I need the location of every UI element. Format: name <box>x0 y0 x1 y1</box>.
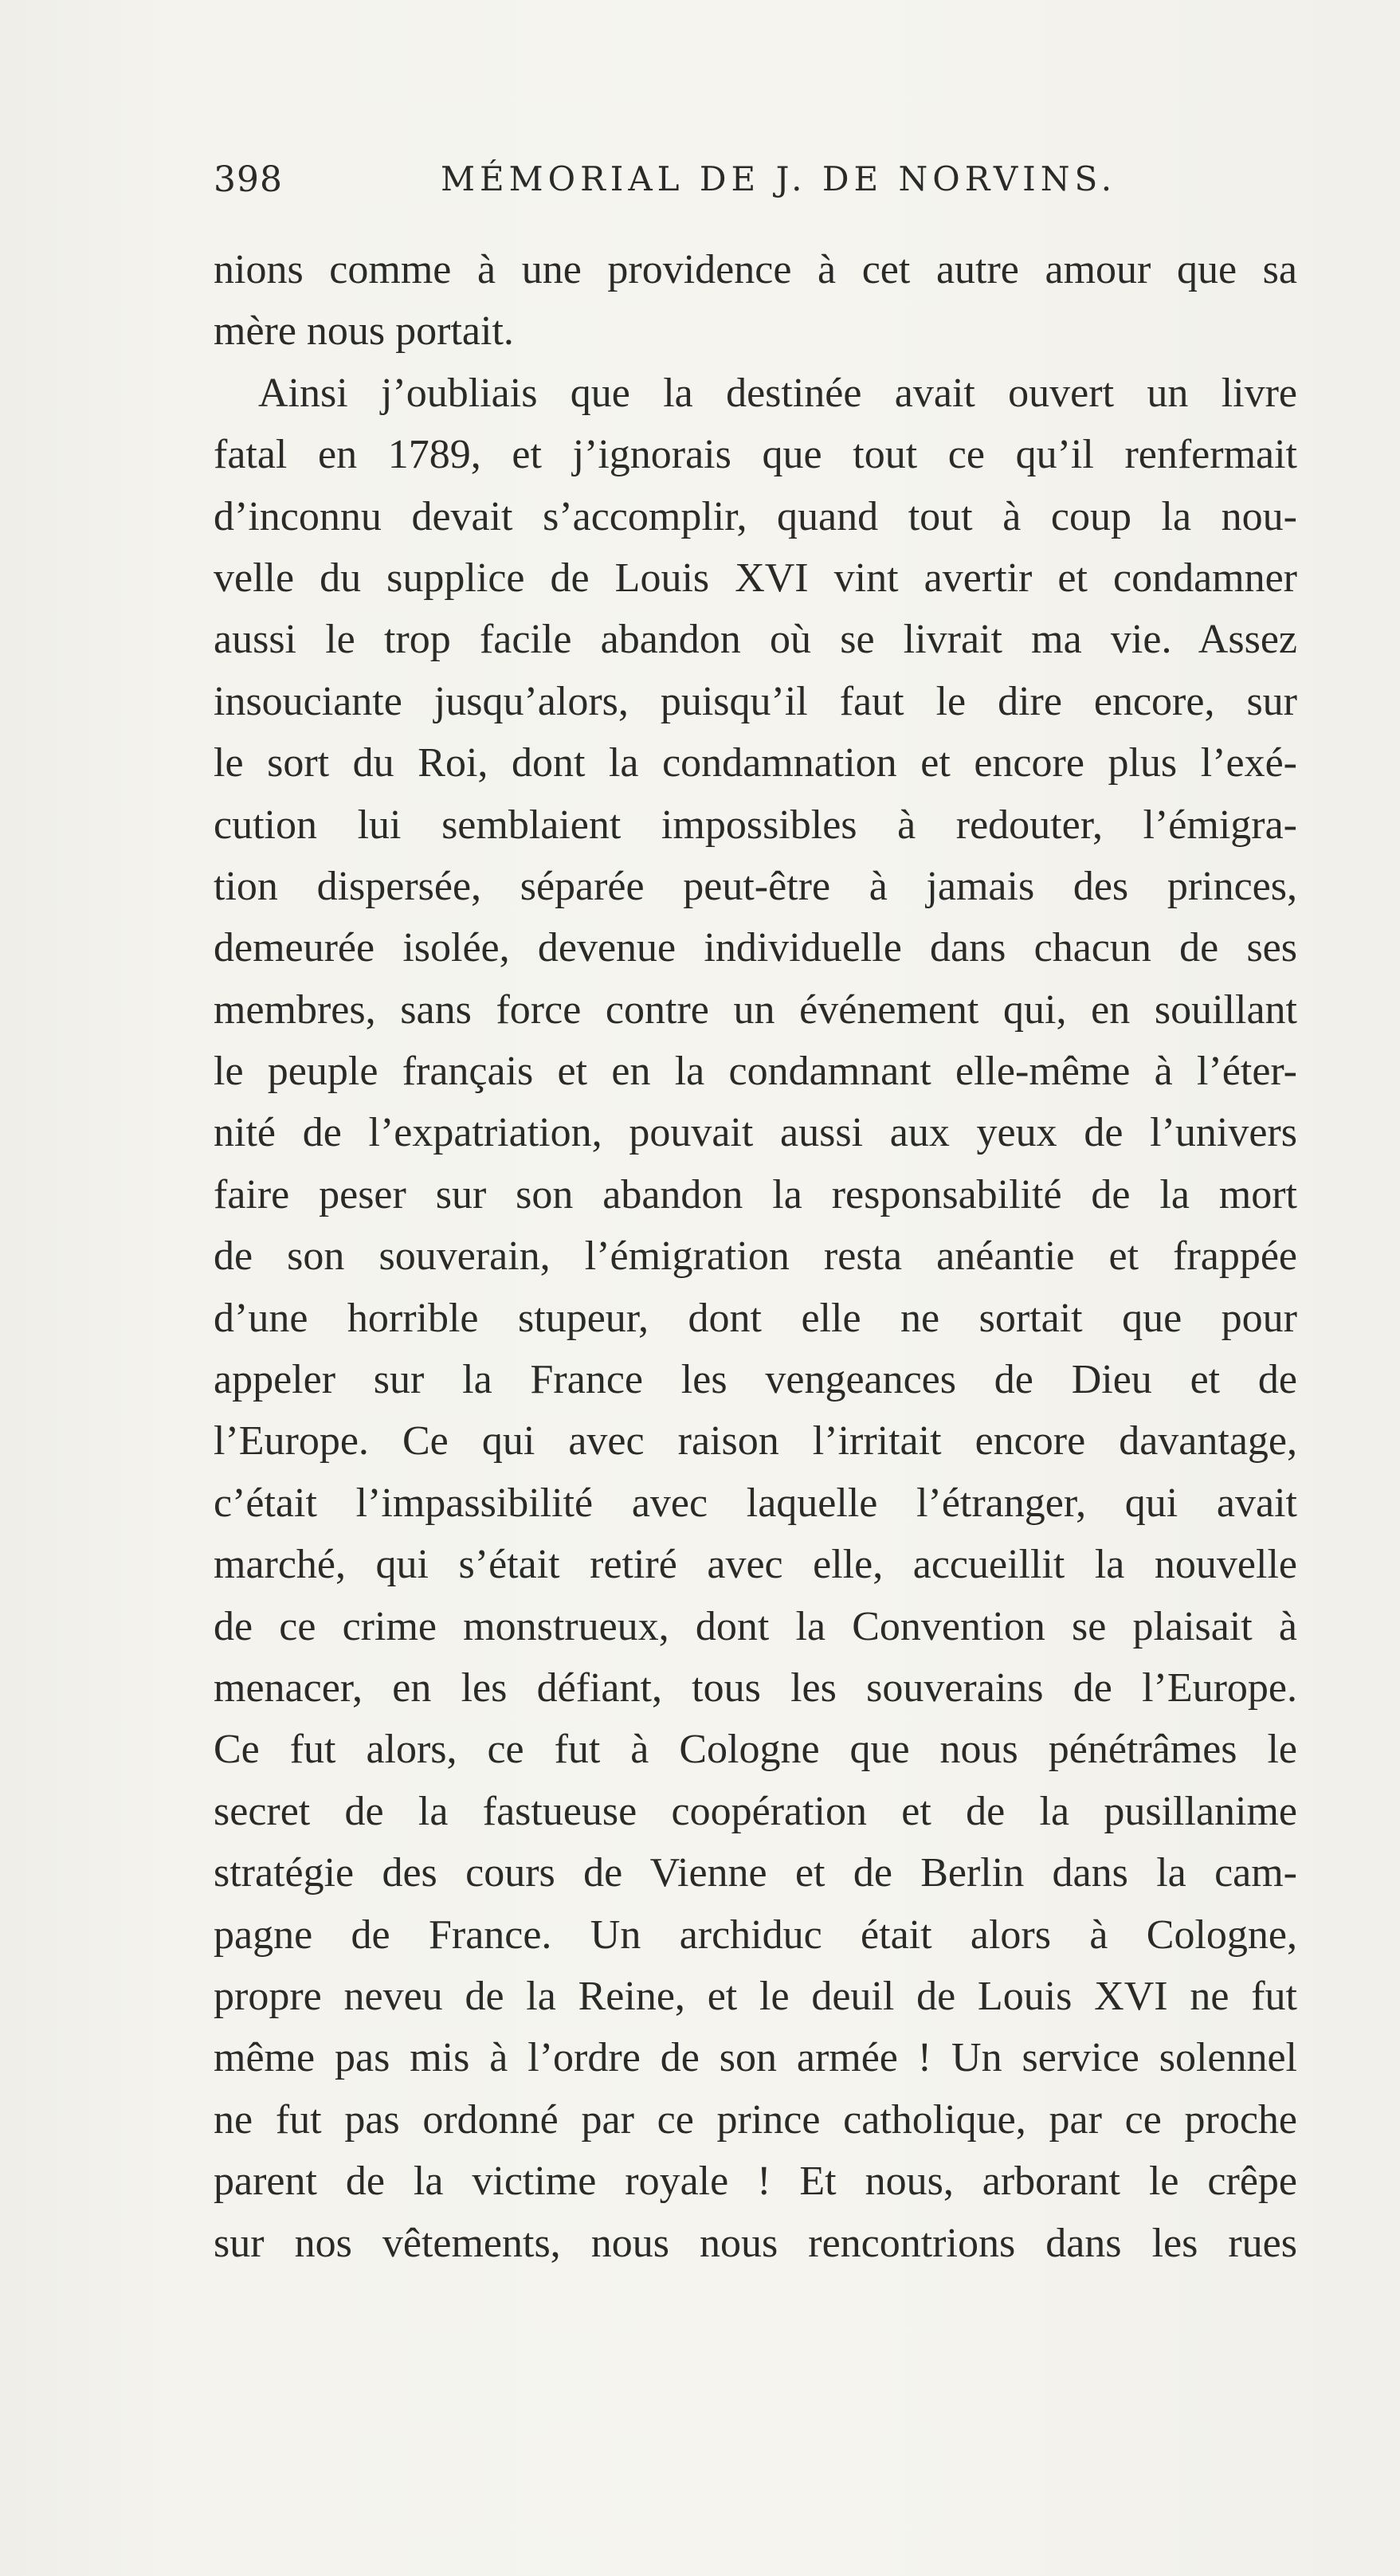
text-line: nions comme à une providence à cet autre amour que sa <box>214 247 1297 292</box>
text-line: cution lui semblaient impossibles à redouter, l’émigra- <box>214 802 1297 848</box>
text-line: Ainsi j’oubliais que la destinée avait ouvert un livre <box>258 370 1297 416</box>
running-head <box>214 159 1297 207</box>
text-line: sur nos vêtements, nous nous rencontrions dans les rues <box>214 2220 1297 2266</box>
text-line: propre neveu de la Reine, et le deuil de Louis XVI ne fut <box>214 1973 1297 2019</box>
text-line: demeurée isolée, devenue individuelle dans chacun de ses <box>214 925 1297 971</box>
text-line: appeler sur la France les vengeances de Dieu et de <box>214 1357 1297 1403</box>
text-line: fatal en 1789, et j’ignorais que tout ce qu’il renfermait <box>214 432 1297 478</box>
text-line: le peuple français et en la condamnant elle-même à l’éter- <box>214 1049 1297 1095</box>
text-line: Ce fut alors, ce fut à Cologne que nous pénétrâmes le <box>214 1727 1297 1773</box>
text-line: aussi le trop facile abandon où se livrait ma vie. Assez <box>214 617 1297 663</box>
body-text <box>214 239 1297 2274</box>
text-line: de ce crime monstrueux, dont la Convention se plaisait à <box>214 1603 1297 1649</box>
text-line: marché, qui s’était retiré avec elle, accueillit la nouvelle <box>214 1542 1297 1588</box>
text-line: faire peser sur son abandon la responsabilité de la mort <box>214 1171 1297 1217</box>
text-line: ne fut pas ordonné par ce prince catholique, par ce proche <box>214 2096 1297 2143</box>
running-title: MÉMORIAL DE J. DE NORVINS. <box>441 159 1117 198</box>
text-line: même pas mis à l’ordre de son armée ! Un service solennel <box>214 2035 1297 2081</box>
text-line: c’était l’impassibilité avec laquelle l’étranger, qui avait <box>214 1480 1297 1526</box>
text-line: membres, sans force contre un événement qui, en souillant <box>214 986 1297 1033</box>
page-number: 398 <box>214 159 283 200</box>
text-line: l’Europe. Ce qui avec raison l’irritait encore davantage, <box>214 1418 1297 1464</box>
text-line: parent de la victime royale ! Et nous, arborant le crêpe <box>214 2158 1297 2205</box>
text-line: velle du supplice de Louis XVI vint avertir et condamner <box>214 555 1297 601</box>
text-line: stratégie des cours de Vienne et de Berlin dans la cam- <box>214 1850 1297 1896</box>
text-line: d’une horrible stupeur, dont elle ne sortait que pour <box>214 1295 1297 1341</box>
text-line: pagne de France. Un archiduc était alors à Cologne, <box>214 1911 1297 1958</box>
text-line: secret de la fastueuse coopération et de la pusillanime <box>214 1788 1297 1834</box>
text-line: insouciante jusqu’alors, puisqu’il faut le dire encore, sur <box>214 678 1297 724</box>
text-line: de son souverain, l’émigration resta anéantie et frappée <box>214 1233 1297 1280</box>
text-line: le sort du Roi, dont la condamnation et encore plus l’exé- <box>214 740 1297 786</box>
text-line: tion dispersée, séparée peut-être à jamais des princes, <box>214 863 1297 909</box>
text-line: d’inconnu devait s’accomplir, quand tout à coup la nou- <box>214 493 1297 539</box>
text-line: nité de l’expatriation, pouvait aussi aux yeux de l’univers <box>214 1110 1297 1156</box>
text-line: mère nous portait. <box>214 308 514 355</box>
text-line: menacer, en les défiant, tous les souverains de l’Europe. <box>214 1664 1297 1711</box>
